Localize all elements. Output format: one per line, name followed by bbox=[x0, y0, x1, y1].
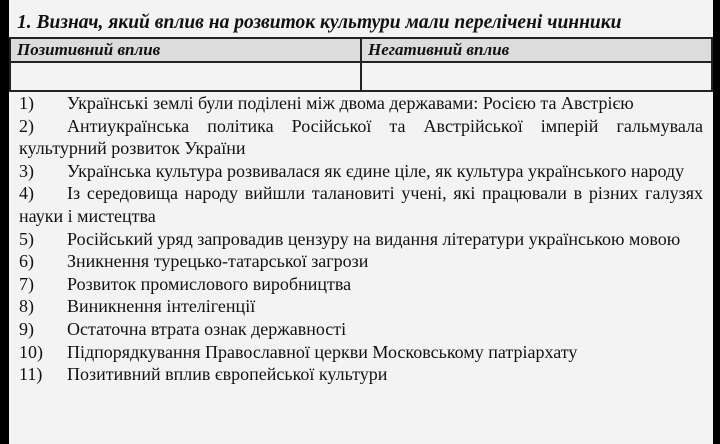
table-header-row bbox=[10, 38, 712, 62]
factor-number: 9) bbox=[19, 318, 34, 339]
factor-text: Розвиток промислового виробництва bbox=[67, 273, 352, 294]
factor-number: 6) bbox=[19, 251, 34, 272]
factor-number: 1) bbox=[19, 93, 34, 113]
factor-text: Остаточна втрата ознак державності bbox=[67, 318, 347, 339]
factor-number: 5) bbox=[19, 228, 34, 249]
factor-item-11 bbox=[19, 363, 703, 386]
factor-number: 2) bbox=[19, 115, 34, 136]
factor-item-2 bbox=[19, 115, 703, 160]
positive-influence-header: Позитивний вплив bbox=[10, 38, 361, 62]
factor-text: Позитивний вплив європейської культури bbox=[67, 364, 388, 385]
factor-item-1 bbox=[19, 92, 703, 115]
factor-text: Підпорядкування Православної церкви Московському патріархату bbox=[67, 341, 578, 362]
negative-influence-cell[interactable] bbox=[361, 62, 712, 91]
factor-item-7 bbox=[19, 273, 703, 296]
factor-number: 7) bbox=[19, 273, 34, 294]
factor-text: Українські землі були поділені між двома державами: Росією та Австрією bbox=[67, 93, 634, 113]
factor-item-9 bbox=[19, 318, 703, 341]
factor-text: Із середовища народу вийшли талановиті учені, які працювали в різних галузях науки і мистецтва bbox=[19, 183, 703, 226]
influence-table bbox=[9, 37, 713, 92]
factor-item-4 bbox=[19, 182, 703, 227]
negative-influence-header: Негативний вплив bbox=[361, 38, 712, 62]
positive-influence-cell[interactable] bbox=[10, 62, 361, 91]
factors-list bbox=[19, 92, 703, 386]
factor-text: Виникнення інтелігенції bbox=[67, 296, 256, 317]
factor-number: 3) bbox=[19, 160, 34, 181]
factor-text: Українська культура розвивалася як єдине ціле, як культура українського народу bbox=[67, 160, 685, 181]
factor-item-6 bbox=[19, 250, 703, 273]
factor-text: Зникнення турецько-татарської загрози bbox=[67, 251, 369, 272]
factor-item-5 bbox=[19, 228, 703, 251]
factor-item-8 bbox=[19, 295, 703, 318]
factor-item-3 bbox=[19, 160, 703, 183]
task-title: 1. Визнач, який вплив на розвиток культури мали перелічені чинники bbox=[17, 12, 622, 33]
factor-text: Російський уряд запровадив цензуру на видання літератури українською мовою bbox=[67, 228, 681, 249]
factor-number: 8) bbox=[19, 296, 34, 317]
worksheet-page bbox=[9, 0, 713, 444]
factor-text: Антиукраїнська політика Російської та Австрійської імперій гальмувала культурний розвиток України bbox=[19, 115, 703, 159]
table-answer-row bbox=[10, 62, 712, 91]
factor-number: 10) bbox=[19, 341, 43, 362]
factor-number: 11) bbox=[19, 364, 43, 385]
factor-item-10 bbox=[19, 341, 703, 364]
factor-number: 4) bbox=[19, 183, 34, 204]
